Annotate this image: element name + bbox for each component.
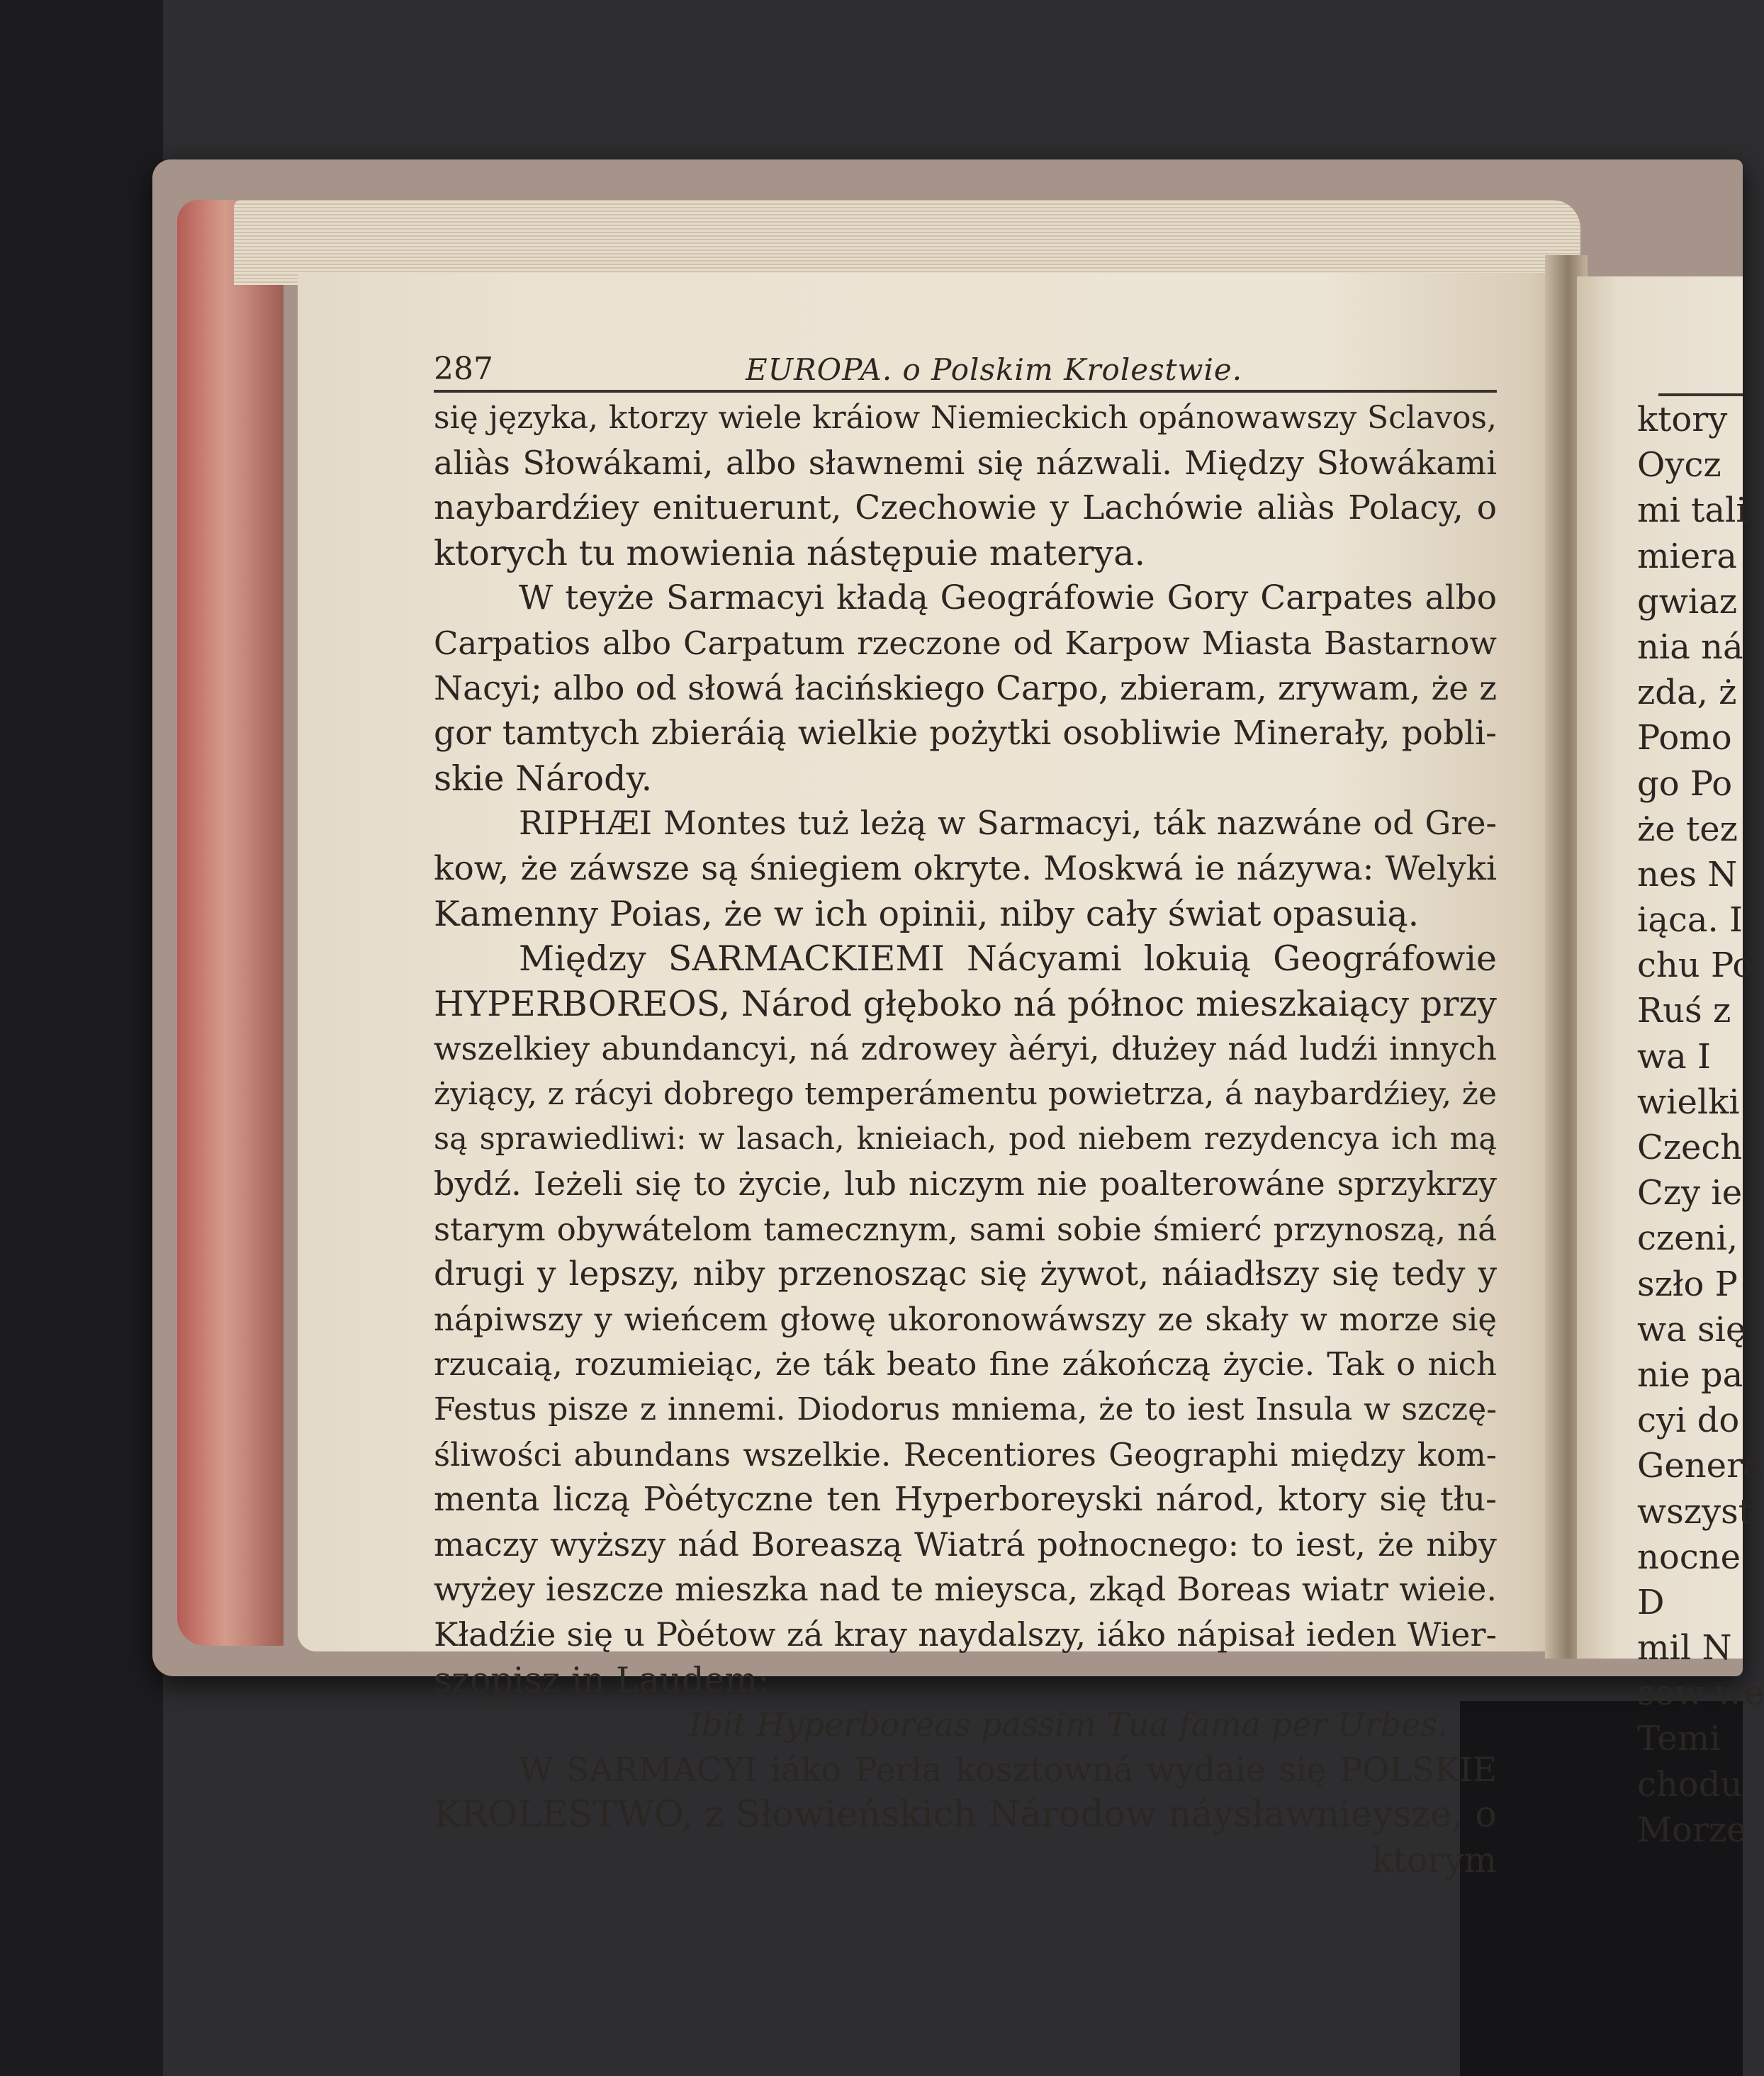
text-line: Kamenny Poias, że w ich opinii, niby cały świat opasuią. xyxy=(434,893,1420,934)
right-page-line: Oycz xyxy=(1637,445,1721,486)
text-line: wyżey ieszcze mieszka nad te mieysca, zkąd Boreas wiatr wieie. xyxy=(434,1570,1497,1609)
right-page-line: wa I xyxy=(1637,1036,1711,1077)
text-line: wszelkiey abundancyi, ná zdrowey àéryi, dłużey nád ludźi innych xyxy=(434,1030,1497,1068)
text-line: kow, że záwsze są śniegiem okryte. Moskwá ie názywa: Welyki xyxy=(434,848,1497,888)
right-page-line: Czy ie xyxy=(1637,1173,1743,1213)
left-page-text xyxy=(434,343,1497,1883)
text-line: RIPHÆI Montes tuż leżą w Sarmacyi, ták nazwáne od Gre- xyxy=(519,804,1497,843)
right-page-line: nie pa xyxy=(1637,1354,1743,1395)
text-line: śliwości abundans wszelkie. Recentiores Geographi między kom- xyxy=(434,1435,1497,1474)
right-page-text xyxy=(1637,397,1764,1853)
right-page-line: Genera xyxy=(1637,1446,1763,1486)
right-page-line: go Po xyxy=(1637,763,1733,804)
text-line: Carpatios albo Carpatum rzeczone od Karpow Miasta Bastarnow xyxy=(434,624,1497,662)
right-page-line: że tez xyxy=(1637,809,1738,849)
right-page-line: Temi xyxy=(1637,1719,1721,1759)
right-page-line: Morze xyxy=(1637,1810,1747,1850)
text-line: menta liczą Pòétyczne ten Hyperboreyski národ, ktory się tłu- xyxy=(434,1480,1497,1520)
right-page-line: gwiaz xyxy=(1637,581,1738,622)
right-page-line: Ruś z xyxy=(1637,991,1731,1031)
right-page-line: czeni, xyxy=(1637,1218,1738,1259)
running-head-title: EUROPA. o Polskim Krolestwie. xyxy=(746,352,1243,387)
right-page-line: nes N xyxy=(1637,854,1738,894)
text-line: naybardźiey enituerunt, Czechowie y Lachówie aliàs Polacy, o xyxy=(434,488,1497,528)
text-line: się języka, ktorzy wiele kráiow Niemieckich opánowawszy Sclavos, xyxy=(434,400,1497,436)
text-line: są sprawiedliwi: w lasach, knieiach, pod niebem rezydencya ich mą xyxy=(434,1121,1497,1157)
body-text xyxy=(434,395,1497,1883)
right-page-line: chu Po xyxy=(1637,946,1753,986)
right-page-line: szło P xyxy=(1637,1264,1738,1304)
text-line: maczy wyższy nád Boreaszą Wiatrá połnocnego: to iest, że niby xyxy=(434,1525,1497,1564)
right-page-line: miera xyxy=(1637,536,1737,576)
right-page-line: Pomo xyxy=(1637,718,1732,758)
text-line: Kładźie się u Pòétow zá kray naydalszy, iáko nápisał ieden Wier- xyxy=(434,1615,1497,1654)
right-page-line: nocne xyxy=(1637,1537,1741,1577)
right-page-line: mi tali xyxy=(1637,490,1747,531)
text-line: aliàs Słowákami, albo sławnemi się názwali. Między Słowákami xyxy=(434,443,1497,482)
text-line: żyiący, z rácyi dobrego temperámentu powietrza, á naybardźiey, że xyxy=(434,1075,1497,1112)
right-page-line: iąca. I xyxy=(1637,900,1743,941)
text-line: rzucaią, rozumieiąc, że ták beato fine zákończą życie. Tak o nich xyxy=(434,1345,1497,1384)
right-page-line: nia ná xyxy=(1637,627,1743,667)
right-page-line: chodu xyxy=(1637,1764,1743,1805)
text-line: Między SARMACKIEMI Nácyami lokuią Geográfowie xyxy=(519,938,1497,980)
text-line: HYPERBOREOS, Národ głęboko ná północ mieszkaiący przy xyxy=(434,983,1497,1024)
right-page-line: Czech xyxy=(1637,1128,1743,1167)
text-line: Festus pisze z innemi. Diodorus mniema, że to iest Insula w szczę- xyxy=(434,1391,1497,1428)
text-line: W teyże Sarmacyi kładą Geográfowie Gory Carpates albo xyxy=(519,578,1497,618)
running-head xyxy=(434,343,1497,393)
catchword: ktorym xyxy=(1371,1840,1497,1880)
right-page-line: wielki xyxy=(1637,1082,1740,1122)
page-number: 287 xyxy=(434,351,493,387)
red-page-edge xyxy=(177,200,283,1646)
text-line: W SARMACYI iáko Perła kosztowná wydaie się POLSKIE xyxy=(519,1750,1497,1790)
right-page-line: cyi do xyxy=(1637,1401,1740,1441)
right-page-line: ktory xyxy=(1637,400,1728,439)
text-line: skie Národy. xyxy=(434,758,653,799)
text-line: nápiwszy y wieńcem głowę ukoronowáwszy ze skały w morze się xyxy=(434,1300,1497,1338)
right-page-line: sow we xyxy=(1637,1673,1764,1714)
verse-quote: Ibit Hyperboreas passim Tua fama per Urbes. xyxy=(689,1705,1448,1744)
text-line: KROLESTWO, z Słowieńskich Národow náysławnieysze, o xyxy=(434,1794,1497,1836)
dark-background xyxy=(0,0,163,2076)
page-stack xyxy=(234,200,1580,285)
right-page-line: wszyst xyxy=(1637,1491,1753,1532)
right-page-rule xyxy=(1658,393,1743,396)
text-line: szopisz in Laudem: xyxy=(434,1659,770,1700)
right-page-line: wa się xyxy=(1637,1309,1746,1350)
text-line: bydź. Ieżeli się to życie, lub niczym nie poalterowáne sprzykrzy xyxy=(434,1165,1497,1203)
right-page-line: zda, ż xyxy=(1637,673,1737,713)
right-page-line: D xyxy=(1637,1582,1665,1622)
text-line: Nacyi; albo od słowá łacińskiego Carpo, zbieram, zrywam, że z xyxy=(434,668,1497,708)
right-page-line: mil N xyxy=(1637,1628,1732,1668)
text-line: gor tamtych zbieráią wielkie pożytki osobliwie Minerały, pobli- xyxy=(434,714,1497,753)
text-line: ktorych tu mowienia nástępuie materya. xyxy=(434,532,1146,573)
text-line: starym obywátelom tamecznym, sami sobie śmierć przynoszą, ná xyxy=(434,1210,1497,1248)
text-line: drugi y lepszy, niby przenosząc się żywot, náiadłszy się tedy y xyxy=(434,1255,1497,1294)
